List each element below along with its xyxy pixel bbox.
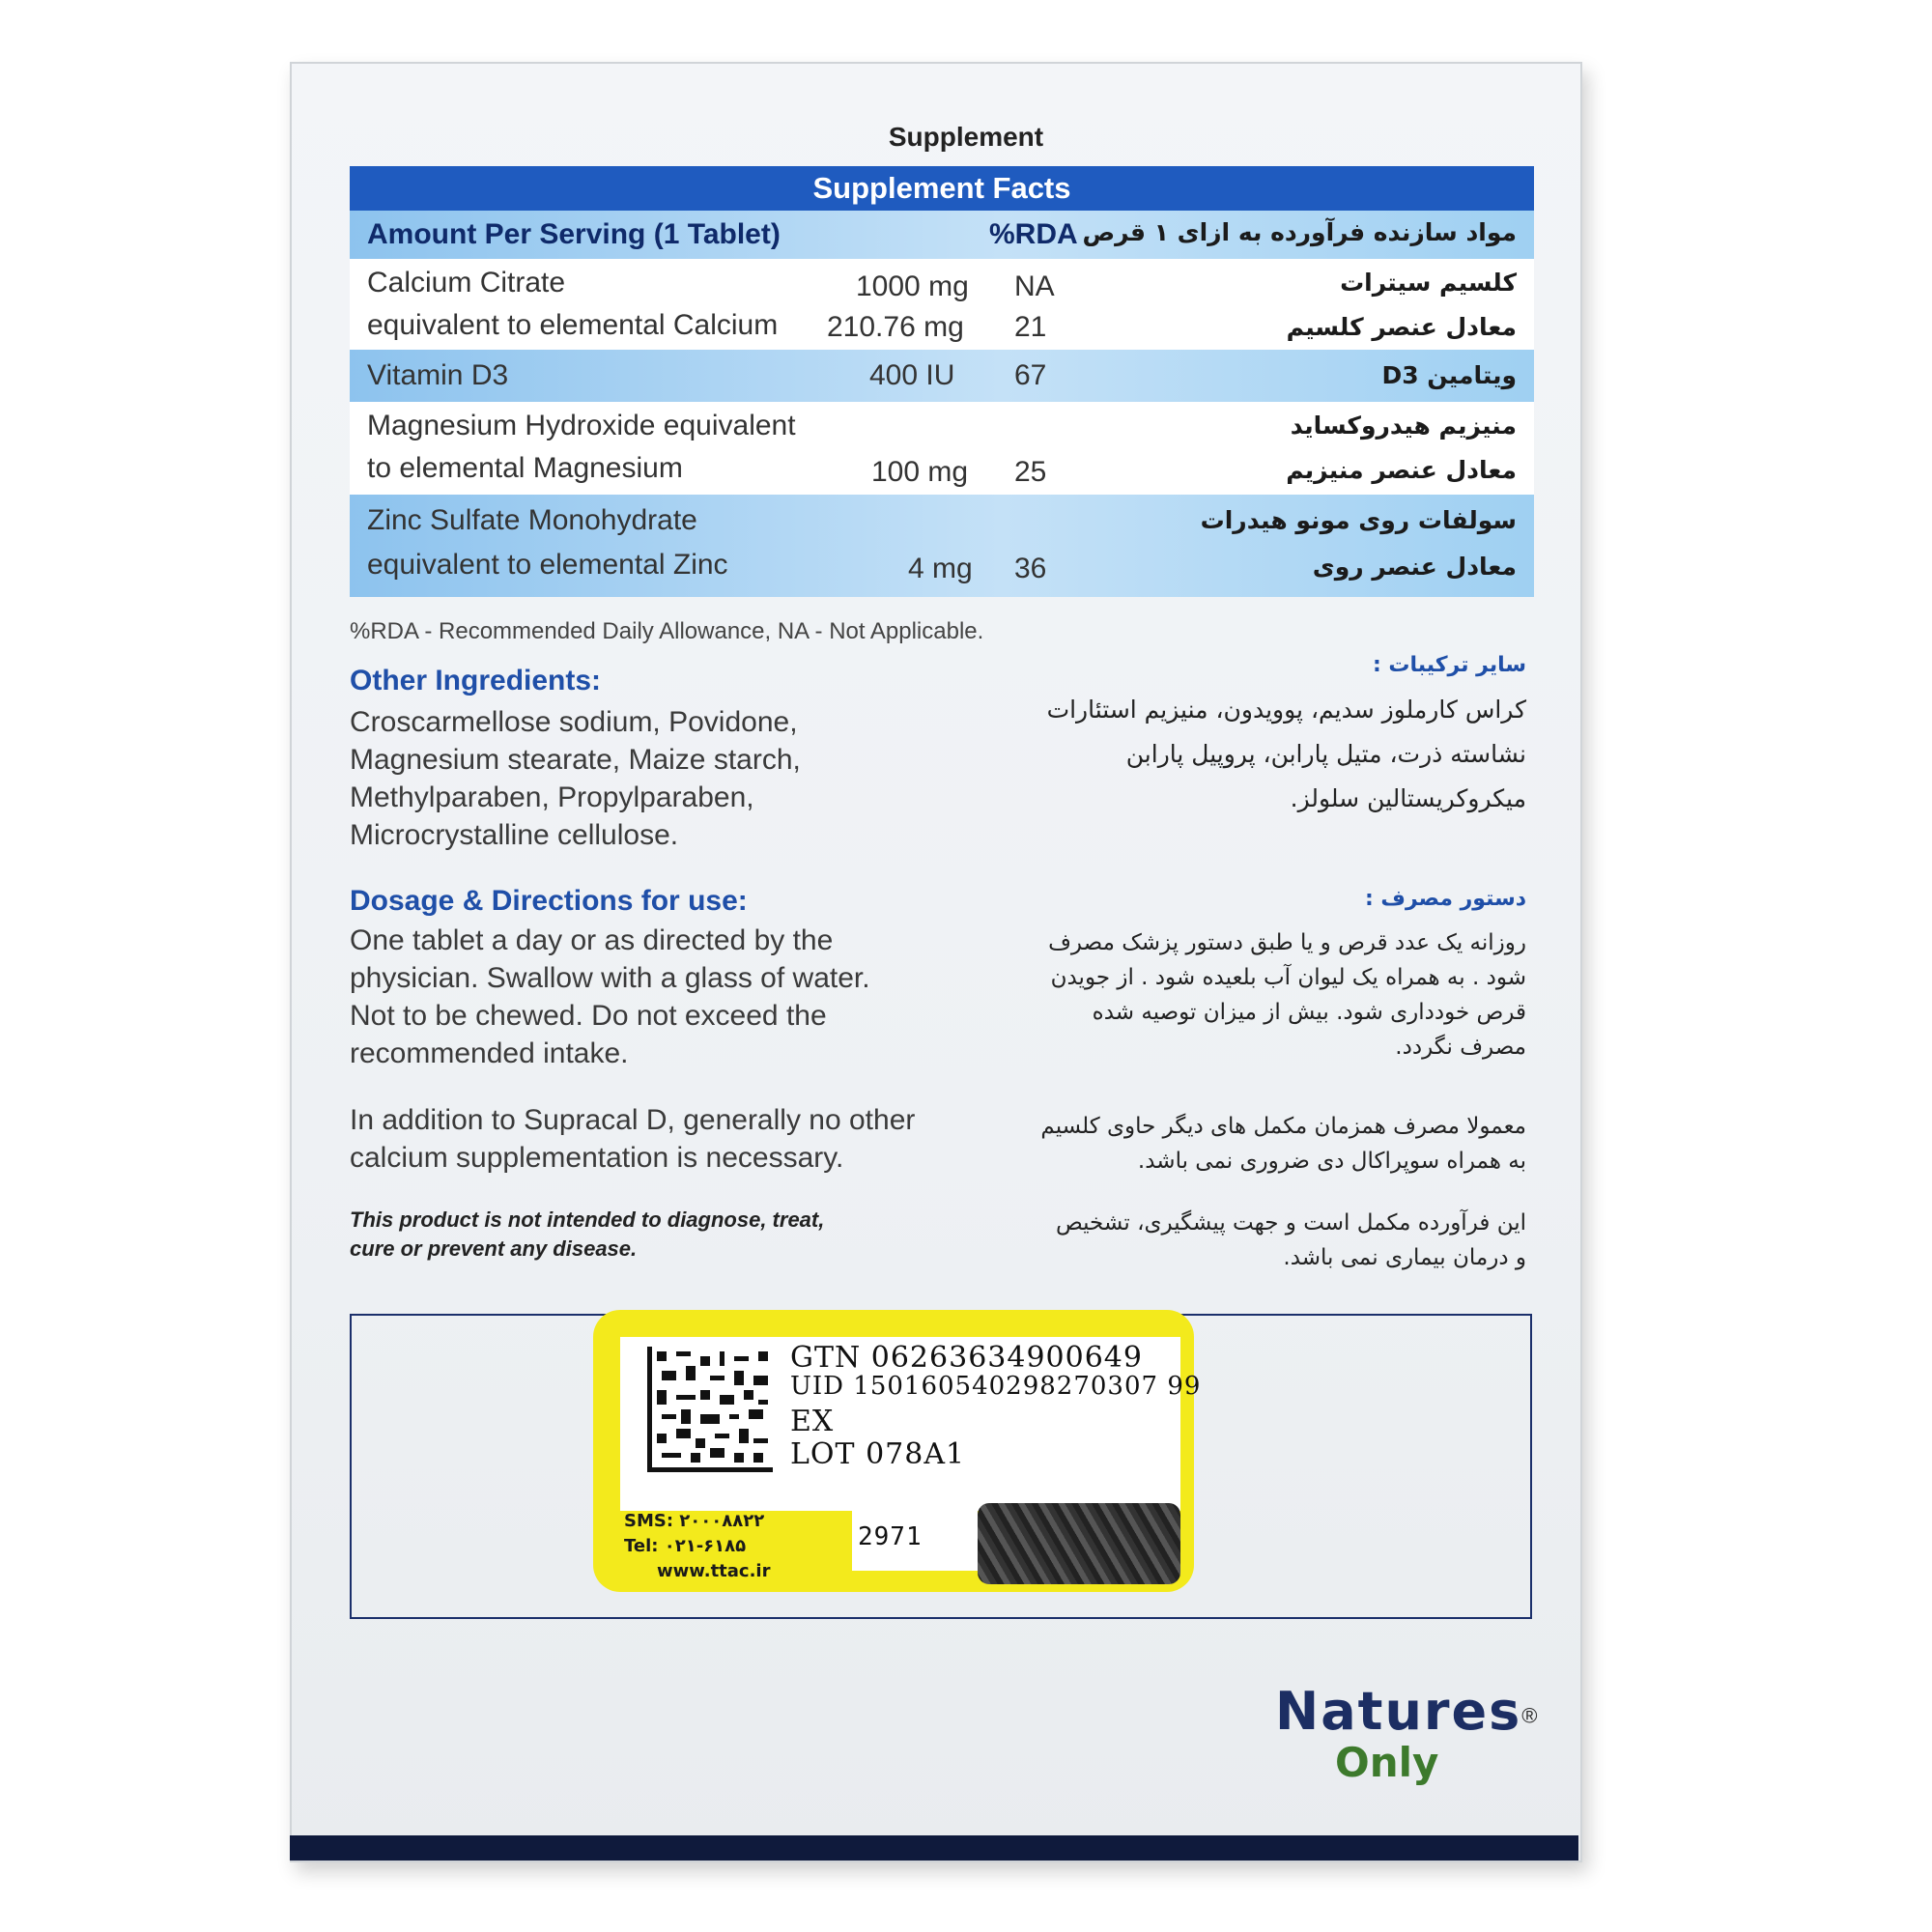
rda-heading: %RDA xyxy=(989,218,1078,250)
addition-line-fa: به همراه سوپراکال دی ضروری نمی باشد. xyxy=(1137,1149,1526,1174)
sticker-sms: SMS: ۲۰۰۰۸۸۲۲ xyxy=(624,1511,765,1531)
other-ingredients-text-fa xyxy=(1047,688,1526,821)
dosage-line: recommended intake. xyxy=(350,1037,629,1069)
facts-column-header xyxy=(350,211,1534,259)
rda-footnote: %RDA - Recommended Daily Allowance, NA - Not Applicable. xyxy=(350,618,984,644)
ingredients-line-fa: کراس کارملوز سدیم، پوویدون، منیزیم استئارات xyxy=(1046,696,1526,724)
addition-text xyxy=(350,1101,915,1177)
gtn-code: GTN 06263634900649 xyxy=(790,1341,1143,1375)
facts-header: Supplement Facts xyxy=(350,166,1534,211)
nutrient-equivalent-rda: 25 xyxy=(1014,456,1047,488)
scratch-panel xyxy=(978,1503,1180,1584)
addition-text-fa xyxy=(1040,1109,1526,1179)
dosage-line-fa: روزانه یک عدد قرص و یا طبق دستور پزشک مصرف xyxy=(1048,930,1526,955)
dosage-line: One tablet a day or as directed by the xyxy=(350,924,834,956)
ingredients-line-fa: میکروکریستالین سلولز. xyxy=(1290,784,1526,812)
registered-mark: ® xyxy=(1521,1703,1538,1728)
brand-name: Natures xyxy=(1275,1681,1522,1742)
uid-code: UID 150160540298270307 99 xyxy=(790,1372,1202,1401)
other-ingredients-title-fa: سایر ترکیبات : xyxy=(1372,653,1526,677)
dosage-title-fa: دستور مصرف : xyxy=(1364,887,1526,911)
nutrient-equivalent-amount: 4 mg xyxy=(908,553,973,584)
nutrient-rda: NA xyxy=(1014,270,1055,302)
datamatrix-code-icon xyxy=(647,1347,773,1472)
supplement-label: Supplement xyxy=(888,122,1044,152)
addition-line-fa: معمولا مصرف همزمان مکمل های دیگر حاوی کلسیم xyxy=(1040,1114,1526,1139)
other-ingredients-title: Other Ingredients: xyxy=(350,665,602,696)
nutrient-name: Zinc Sulfate Monohydrate xyxy=(367,504,697,536)
addition-line: In addition to Supracal D, generally no other xyxy=(350,1104,916,1136)
facts-row-calcium xyxy=(350,259,1534,350)
lot-code: LOT 078A1 xyxy=(790,1437,966,1471)
nutrient-equivalent-fa: معادل عنصر کلسیم xyxy=(1286,313,1517,341)
dosage-line: Not to be chewed. Do not exceed the xyxy=(350,1000,827,1032)
sticker-tel: Tel: ۰۲۱-۶۱۸۵ xyxy=(624,1536,747,1556)
nutrient-equivalent: equivalent to elemental Zinc xyxy=(367,549,728,581)
dosage-line-fa: مصرف نگردد. xyxy=(1395,1035,1526,1060)
nutrient-equivalent-rda: 21 xyxy=(1014,311,1047,343)
disclaimer-text-fa xyxy=(1056,1206,1526,1275)
addition-line: calcium supplementation is necessary. xyxy=(350,1142,844,1174)
nutrient-name-fa: سولفات روی مونو هیدرات xyxy=(1200,506,1517,534)
nutrient-amount: 1000 mg xyxy=(856,270,969,302)
facts-row-zinc xyxy=(350,495,1534,597)
nutrient-amount: 400 IU xyxy=(869,359,955,391)
ingredients-line: Methylparaben, Propylparaben, xyxy=(350,781,754,813)
nutrient-equivalent-amount: 210.76 mg xyxy=(827,311,964,343)
nutrient-rda: 67 xyxy=(1014,359,1047,391)
facts-row-vitamin-d3 xyxy=(350,350,1534,402)
nutrient-equivalent-amount: 100 mg xyxy=(871,456,969,488)
nutrient-name-fa: کلسیم سیترات xyxy=(1340,269,1517,297)
ingredients-line: Magnesium stearate, Maize starch, xyxy=(350,744,801,776)
nutrient-name-fa: ویتامین D3 xyxy=(1381,361,1517,389)
disclaimer-line-fa: این فرآورده مکمل است و جهت پیشگیری، تشخیص xyxy=(1055,1210,1526,1236)
nutrient-name: Calcium Citrate xyxy=(367,267,566,298)
box-bottom-edge xyxy=(290,1835,1578,1861)
nutrient-equivalent: equivalent to elemental Calcium xyxy=(367,309,779,341)
dosage-title: Dosage & Directions for use: xyxy=(350,885,748,917)
dosage-line: physician. Swallow with a glass of water. xyxy=(350,962,870,994)
dosage-text xyxy=(350,922,870,1072)
dosage-text-fa xyxy=(1048,925,1526,1065)
sticker-short-code: 2971 xyxy=(858,1522,923,1551)
other-ingredients-text xyxy=(350,703,801,854)
ingredients-line: Croscarmellose sodium, Povidone, xyxy=(350,706,798,738)
ingredients-line: Microcrystalline cellulose. xyxy=(350,819,679,851)
dosage-line-fa: قرص خودداری شود. بیش از میزان توصیه شده xyxy=(1092,1000,1526,1025)
nutrient-name: Magnesium Hydroxide equivalent xyxy=(367,410,796,441)
disclaimer-text xyxy=(350,1206,824,1264)
nutrient-name-fa: منیزیم هیدروکساید xyxy=(1290,412,1517,440)
brand-logo xyxy=(1275,1681,1538,1786)
nutrient-equivalent: to elemental Magnesium xyxy=(367,452,683,484)
disclaimer-line-fa: و درمان بیماری نمی باشد. xyxy=(1283,1245,1526,1270)
expiry-code: EX xyxy=(790,1405,835,1438)
disclaimer-line: cure or prevent any disease. xyxy=(350,1236,638,1261)
nutrient-equivalent-fa: معادل عنصر روی xyxy=(1312,553,1517,581)
disclaimer-line: This product is not intended to diagnose, treat, xyxy=(350,1208,825,1232)
nutrient-equivalent-rda: 36 xyxy=(1014,553,1047,584)
brand-sub: Only xyxy=(1335,1739,1439,1786)
nutrient-name: Vitamin D3 xyxy=(367,359,509,391)
facts-row-magnesium xyxy=(350,402,1534,495)
nutrient-equivalent-fa: معادل عنصر منیزیم xyxy=(1286,456,1517,484)
supplement-facts-table xyxy=(350,166,1534,597)
ingredients-line-fa: نشاسته ذرت، متیل پارابن، پروپیل پارابن xyxy=(1125,740,1526,768)
persian-heading: مواد سازنده فرآورده به ازای ۱ قرص xyxy=(1082,218,1517,246)
sticker-website: www.ttac.ir xyxy=(657,1561,771,1581)
dosage-line-fa: شود . به همراه یک لیوان آب بلعیده شود . از جویدن xyxy=(1050,965,1526,990)
amount-per-serving-heading: Amount Per Serving (1 Tablet) xyxy=(367,218,781,250)
